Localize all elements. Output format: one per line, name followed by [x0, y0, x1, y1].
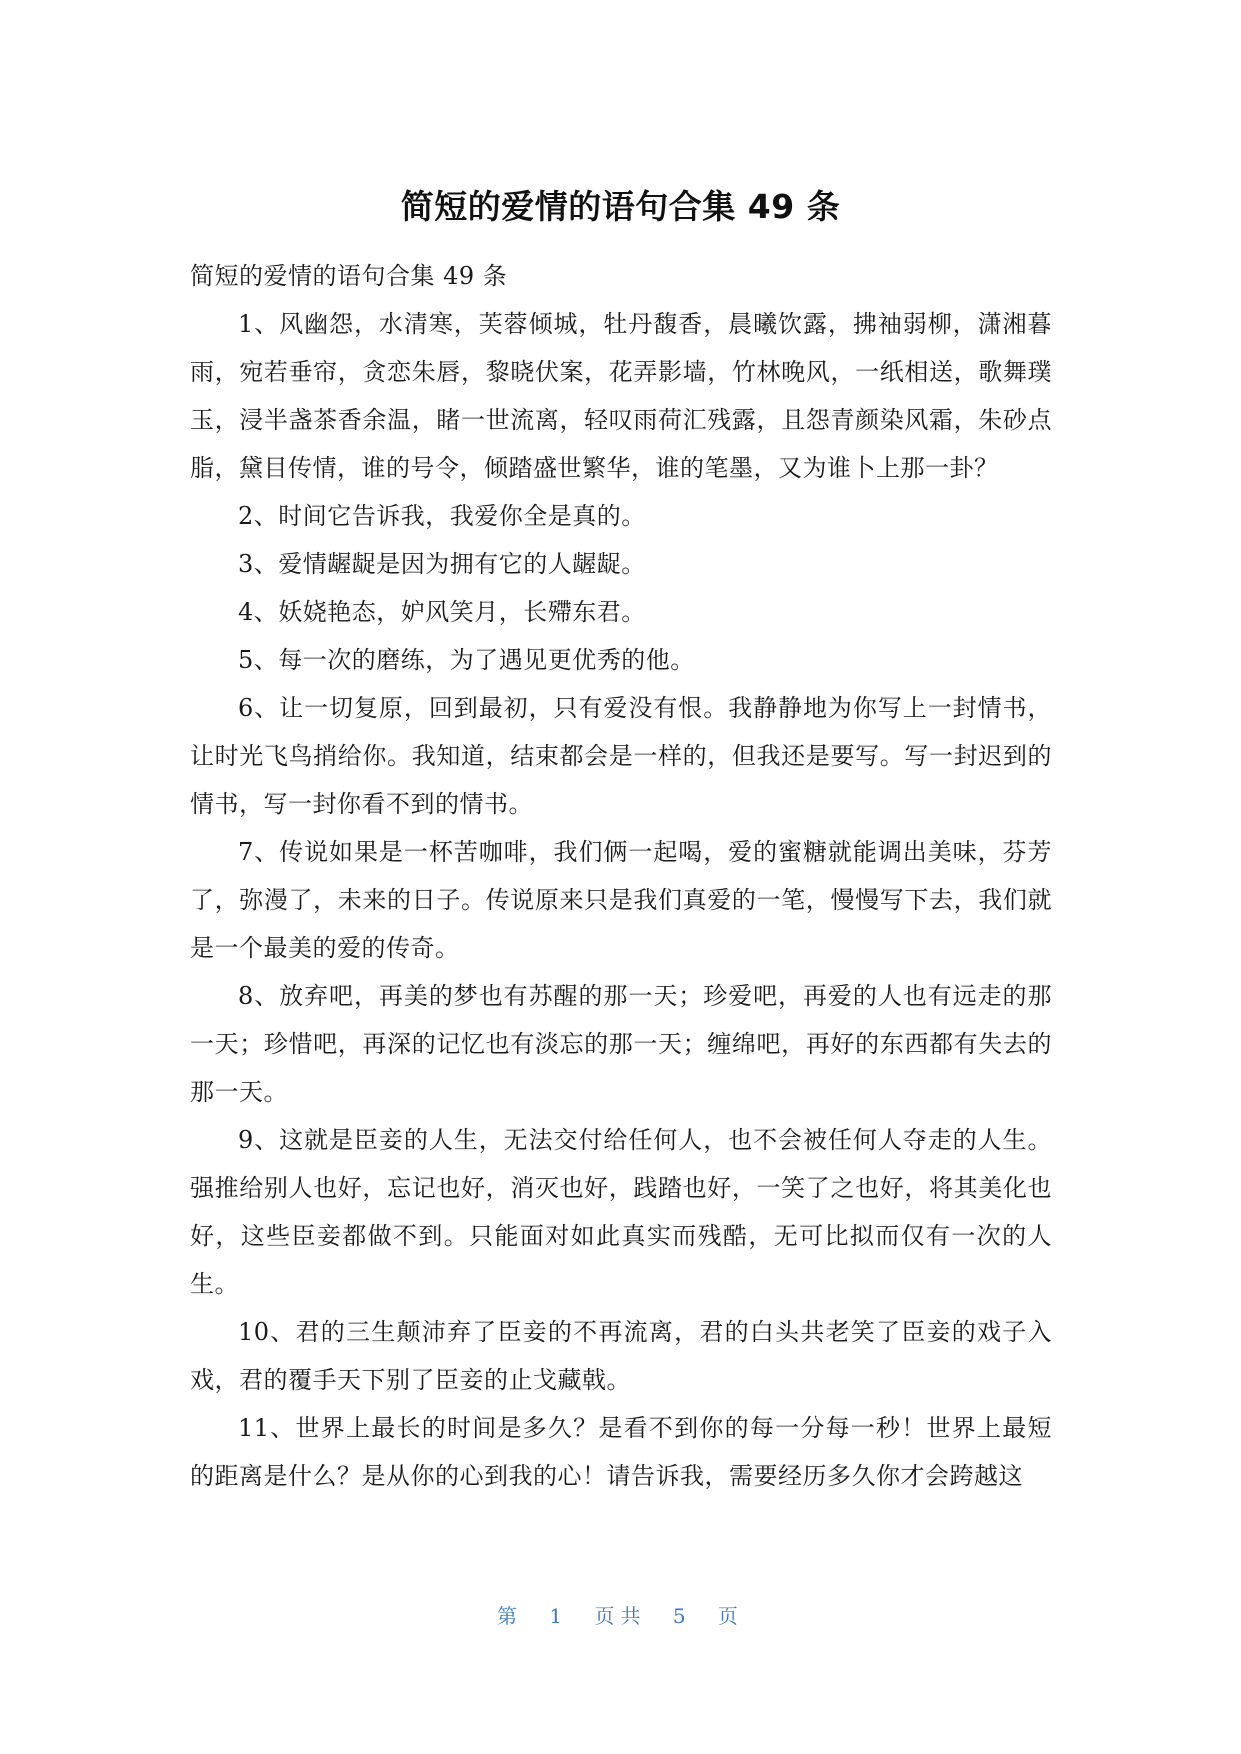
paragraph-2: 2、时间它告诉我，我爱你全是真的。 [238, 502, 646, 530]
paragraph-5: 5、每一次的磨练，为了遇见更优秀的他。 [238, 646, 695, 674]
paragraph-7: 7、传说如果是一杯苦咖啡，我们俩一起喝，爱的蜜糖就能调出美味，芬芳了，弥漫了，未来的日子。传说原来只是我们真爱的一笔，慢慢写下去，我们就是一个最美的爱的传奇。 [190, 838, 1052, 962]
paragraph-1: 1、风幽怨，水清寒，芙蓉倾城，牡丹馥香，晨曦饮露，拂袖弱柳，潇湘暮雨，宛若垂帘，贪恋朱唇，黎晓伏案，花弄影墙，竹林晚风，一纸相送，歌舞璞玉，浸半盏茶香余温，睹一世流离，轻叹雨荷汇残露，且怨青颜染风霜，朱砂点脂，黛目传情，谁的号令，倾踏盛世繁华，谁的笔墨，又为谁卜上那一卦？ [190, 310, 1052, 482]
document-body [190, 252, 1052, 1500]
paragraph-4: 4、妖娆艳态，妒风笑月，长殢东君。 [238, 598, 646, 626]
paragraph-3: 3、爱情龌龊是因为拥有它的人龌龊。 [238, 550, 646, 578]
paragraph-6: 6、让一切复原，回到最初，只有爱没有恨。我静静地为你写上一封情书，让时光飞鸟捎给你。我知道，结束都会是一样的，但我还是要写。写一封迟到的情书，写一封你看不到的情书。 [190, 694, 1052, 818]
paragraph-8: 8、放弃吧，再美的梦也有苏醒的那一天；珍爱吧，再爱的人也有远走的那一天；珍惜吧，再深的记忆也有淡忘的那一天；缠绵吧，再好的东西都有失去的那一天。 [190, 982, 1052, 1106]
document-title: 简短的爱情的语句合集 49 条 [400, 187, 841, 226]
page-number-footer: 第 1 页共 5 页 [497, 1604, 744, 1628]
paragraph-10: 10、君的三生颠沛弃了臣妾的不再流离，君的白头共老笑了臣妾的戏子入戏，君的覆手天下别了臣妾的止戈藏戟。 [190, 1318, 1052, 1394]
paragraph-9: 9、这就是臣妾的人生，无法交付给任何人，也不会被任何人夺走的人生。强推给别人也好，忘记也好，消灭也好，践踏也好，一笑了之也好，将其美化也好，这些臣妾都做不到。只能面对如此真实而残酷，无可比拟而仅有一次的人生。 [190, 1126, 1052, 1298]
document-subtitle: 简短的爱情的语句合集 49 条 [190, 262, 508, 290]
paragraph-11: 11、世界上最长的时间是多久？是看不到你的每一分每一秒！世界上最短的距离是什么？是从你的心到我的心！请告诉我，需要经历多久你才会跨越这 [190, 1414, 1052, 1490]
